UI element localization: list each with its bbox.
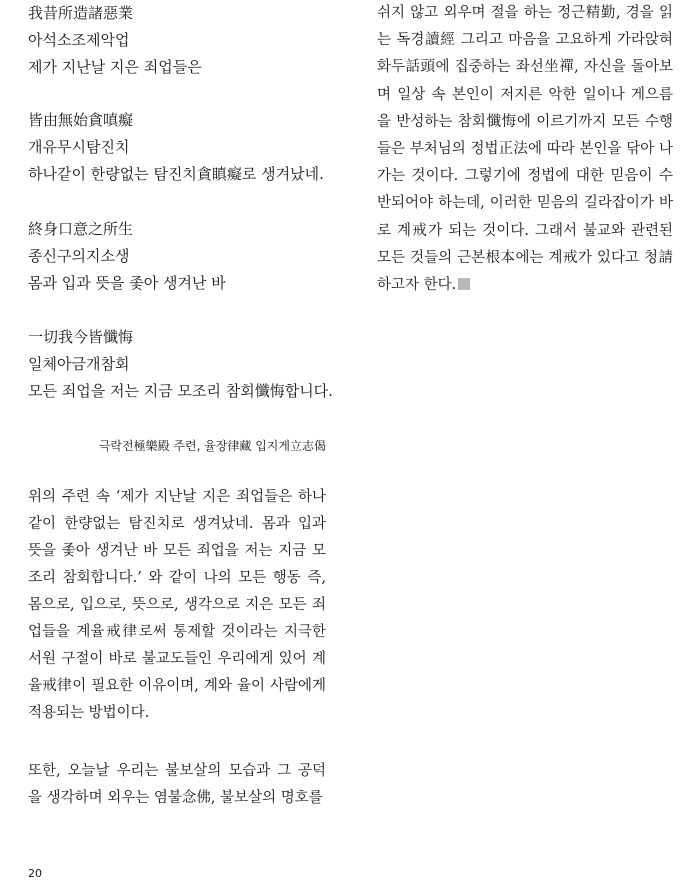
- verse-translation-line: 모든 죄업을 저는 지금 모조리 참회懺悔합니다.: [28, 382, 333, 400]
- end-of-article-mark: [458, 278, 470, 290]
- verse-hanja-line: 一切我今皆懺悔: [28, 328, 134, 346]
- verse-reading-line: 아석소조제악업: [28, 31, 130, 49]
- verse-reading-line: 개유무시탐진치: [28, 138, 130, 156]
- verse-block: [28, 0, 202, 81]
- verse-block: [28, 324, 333, 405]
- paragraph-text: 쉬지 않고 외우며 절을 하는 정근精勤, 경을 읽는 독경讀經 그리고 마음을 고요하게 가라앉혀 화두話頭에 집중하는 좌선坐禪, 자신을 돌아보며 일상 속 본인이 저지른 악한 일이나 게으름을 반성하는 참회懺悔에 이르기까지 모든 수행들은 부처님의 정법正法에 따라 본인을 닦아 나가는 것이다. 그렇기에 정법에 대한 믿음이 수반되어야 하는데, 이러한 믿음의 길라잡이가 바로 계戒가 되는 것이다. 그래서 불교와 관련된 모든 것들의 근본根本에는 계戒가 있다고 청請하고자 한다.: [377, 5, 673, 294]
- verse-reading-line: 일체아금개참회: [28, 355, 130, 373]
- verse-translation-line: 제가 지난날 지은 죄업들은: [28, 58, 202, 76]
- body-paragraph: [377, 0, 673, 299]
- verse-translation-line: 몸과 입과 뜻을 좇아 생겨난 바: [28, 274, 226, 292]
- verse-hanja-line: 皆由無始貪嗔癡: [28, 111, 134, 129]
- page-number: 20: [28, 867, 42, 880]
- verse-hanja-line: 我昔所造諸惡業: [28, 4, 134, 22]
- verse-hanja-line: 終身口意之所生: [28, 220, 134, 238]
- verse-translation-line: 하나같이 한량없는 탐진치貪瞋癡로 생겨났네.: [28, 165, 324, 183]
- body-paragraph: 또한, 오늘날 우리는 불보살의 모습과 그 공덕을 생각하며 외우는 염불念佛, 불보살의 명호를: [28, 763, 326, 806]
- verse-reading-line: 종신구의지소생: [28, 247, 130, 265]
- verse-block: [28, 216, 226, 297]
- verse-block: [28, 107, 324, 188]
- verse-caption: 극락전極樂殿 주련, 율장律藏 입지게立志偈: [98, 439, 326, 453]
- body-paragraph: 위의 주련 속 ‘제가 지난날 지은 죄업들은 하나 같이 한량없는 탐진치로 생겨났네. 몸과 입과 뜻을 좇아 생겨난 바 모든 죄업을 저는 지금 모조리 참회합니다.’ 와 같이 나의 모든 행동 즉, 몸으로, 입으로, 뜻으로, 생각으로 지은 모든 죄업들을 계율戒律로써 통제할 것이라는 지극한 서원 구절이 바로 불교도들인 우리에게 있어 계율戒律이 필요한 이유이며, 계와 율이 사람에게 적용되는 방법이다.: [28, 489, 326, 721]
